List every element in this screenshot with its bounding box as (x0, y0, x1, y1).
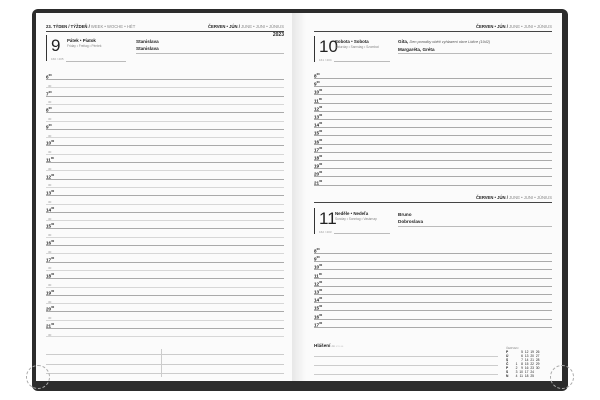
day-translations: Saturday • Samstag • Szombat (335, 45, 379, 49)
hour-line (314, 294, 552, 295)
half-hour-line (46, 204, 284, 205)
mini-calendar-day: 26 (535, 350, 540, 354)
half-hour-line (46, 237, 284, 238)
hour-line (314, 168, 552, 169)
name-underline (398, 226, 552, 227)
day-box-sunday (314, 208, 411, 234)
hour-label: $20^{00}$ (46, 305, 55, 312)
year-label: 2023 (272, 32, 284, 38)
hour-line (314, 253, 552, 254)
hour-line (314, 111, 552, 112)
hour-label: $13^{00}$ (314, 288, 323, 295)
mini-calendar-day: 28 (535, 358, 540, 362)
hour-label: $8^{00}$ (46, 106, 52, 113)
half-hour-label: 30 (48, 117, 52, 121)
hour-line (314, 269, 552, 270)
hour-label: $19^{00}$ (46, 288, 55, 296)
weekday-letter: N (506, 374, 509, 378)
fold-mark (550, 365, 574, 389)
hour-line (314, 261, 552, 262)
hour-label: $14^{00}$ (314, 121, 323, 128)
hour-line (314, 127, 552, 128)
name-underline (398, 53, 552, 54)
hour-line (314, 302, 552, 303)
mini-calendar-day: 30 (535, 366, 540, 370)
half-hour-line (46, 320, 284, 321)
mini-calendar-day: 1 (515, 362, 518, 366)
day-info: 161 / 204 (319, 58, 332, 62)
week-label: 23. TÝDEN / TÝŽDEŇ / (46, 24, 90, 29)
half-hour-label: 30 (48, 233, 52, 238)
hour-label: $14^{00}$ (314, 296, 323, 303)
hour-label: $10^{00}$ (46, 139, 55, 146)
left-page (36, 13, 292, 381)
day-underline (334, 233, 390, 234)
half-hour-line (46, 187, 284, 188)
day-translations: Friday • Freitag • Péntek (67, 44, 102, 48)
half-hour-label: 30 (48, 166, 52, 171)
day-number: 9 (51, 36, 61, 55)
mini-calendar-day: 6 (521, 354, 523, 358)
mini-calendar-day: 7 (521, 358, 523, 362)
spine (292, 13, 306, 381)
weekday-letter: S (506, 370, 509, 374)
mini-calendar-day: 12 (524, 350, 529, 354)
hour-line (314, 78, 552, 79)
name-day-cz: Gita, (398, 39, 409, 44)
day-translations: Sunday • Sonntag • Vasárnap (335, 217, 377, 221)
half-hour-line (46, 220, 284, 221)
half-hour-line (46, 121, 284, 122)
day-number: 10 (319, 37, 338, 56)
weekday-letter: P (506, 366, 509, 370)
mini-calendar-day: 8 (521, 362, 523, 366)
hour-label: $16^{00}$ (314, 312, 323, 320)
half-hour-label: 30 (48, 249, 52, 254)
hour-label: $7^{00}$ (46, 89, 52, 97)
half-hour-line (46, 270, 284, 271)
half-hour-line (46, 104, 284, 105)
hour-line (314, 278, 552, 279)
hour-label: $16^{00}$ (46, 239, 55, 246)
hour-label: $9^{00}$ (46, 122, 52, 130)
hour-label: $8^{00}$ (314, 72, 320, 79)
hour-line (46, 212, 284, 213)
day-underline (334, 61, 390, 62)
hour-label: $13^{00}$ (46, 189, 55, 196)
half-hour-line (46, 87, 284, 88)
hour-label: $15^{00}$ (314, 129, 323, 136)
hour-label: $20^{00}$ (314, 170, 323, 177)
mini-calendar-day: 3 (515, 370, 518, 374)
notes-line (314, 365, 498, 366)
notes-line (314, 374, 498, 375)
mini-calendar-day: 16 (524, 366, 529, 370)
mini-calendar-day: 11 (519, 374, 523, 378)
right-header (314, 23, 552, 32)
month-label-translations: JUNE • JUNI • JÚNIUS (241, 24, 284, 29)
mini-calendar-day: 27 (535, 354, 540, 358)
hour-label: $17^{00}$ (314, 320, 323, 328)
half-hour-label: 30 (48, 216, 52, 221)
half-hour-label: 30 (48, 266, 52, 271)
week-label-translations: WEEK • WOCHE • HÉT (90, 24, 136, 29)
column-divider (161, 349, 162, 377)
mini-calendar-day: 25 (530, 374, 534, 378)
hour-line (46, 262, 284, 263)
hour-label: $17^{00}$ (46, 255, 55, 263)
half-hour-line (46, 287, 284, 288)
notes-line (46, 373, 284, 374)
month-label-translations: JUNE • JUNI • JÚNIUS (509, 195, 552, 200)
hour-line (314, 185, 552, 186)
hour-label: $10^{00}$ (314, 263, 323, 270)
mini-calendar-day: 10 (519, 370, 523, 374)
mini-calendar-day: 14 (524, 358, 529, 362)
fold-mark (26, 365, 50, 389)
half-hour-line (46, 154, 284, 155)
hour-line (46, 112, 284, 113)
mini-calendar-day: 4 (515, 374, 518, 378)
notes-label (314, 343, 343, 348)
name-underline (136, 53, 284, 54)
half-hour-label: 30 (48, 299, 52, 304)
half-hour-label: 30 (48, 283, 52, 287)
mini-calendar-day: 5 (521, 350, 523, 354)
hour-label: $18^{00}$ (46, 272, 55, 279)
name-days (136, 38, 159, 52)
hour-line (46, 162, 284, 163)
name-days (398, 211, 423, 225)
weekday-letter: P (506, 350, 509, 354)
hour-line (46, 228, 284, 229)
name-day-sk: Dobroslava (398, 219, 424, 224)
hour-line (46, 295, 284, 296)
half-hour-line (46, 137, 284, 138)
mini-calendar-day: 9 (521, 366, 523, 370)
hour-line (46, 245, 284, 246)
mini-calendar-day: 29 (535, 362, 540, 366)
hour-line (46, 311, 284, 312)
mini-calendar-month: ČERVEN (506, 346, 519, 350)
mini-calendar-day: 13 (524, 354, 529, 358)
hour-line (314, 144, 552, 145)
day-name: Pátek • Piatok (67, 38, 96, 43)
notes-label-gray: dě • t • •• (331, 344, 344, 348)
hour-label: $16^{00}$ (314, 137, 323, 145)
day-box (46, 35, 143, 61)
hour-label: $6^{00}$ (46, 73, 52, 80)
mini-calendar-day: 21 (530, 358, 534, 362)
mini-calendar-day: 20 (530, 354, 534, 358)
hour-label: $13^{00}$ (314, 113, 323, 120)
hour-label: $15^{00}$ (314, 304, 323, 311)
hour-line (314, 103, 552, 104)
hour-label: $12^{00}$ (314, 104, 323, 112)
hour-label: $15^{00}$ (46, 222, 55, 229)
hour-line (314, 176, 552, 177)
mini-calendar-row (506, 374, 540, 378)
weekday-letter: Č (506, 362, 509, 366)
day-info: 160 / 205 (51, 57, 64, 61)
day-name: Sobota • Sobota (335, 39, 369, 44)
hour-line (314, 86, 552, 87)
left-header (46, 23, 284, 32)
day-info: 162 / 203 (319, 230, 332, 234)
hour-label: $12^{00}$ (46, 172, 55, 180)
name-day-sk: Margaréta, Gréta (398, 47, 435, 52)
mini-calendar-day: 17 (524, 370, 529, 374)
notes-line (46, 354, 284, 355)
weekday-letter: S (506, 358, 509, 362)
day-number: 11 (319, 209, 337, 228)
day-name: Neděle • Nedeľa (335, 211, 369, 216)
hour-line (46, 179, 284, 180)
mini-calendar-day: 22 (530, 362, 534, 366)
name-day-cz: Stanislava (136, 39, 159, 44)
half-hour-label: 30 (48, 150, 52, 155)
half-hour-label: 30 (48, 316, 52, 321)
hour-label: $19^{00}$ (314, 162, 323, 169)
half-hour-line (46, 170, 284, 171)
half-hour-label: 30 (48, 100, 52, 105)
hour-label: $8^{00}$ (314, 247, 320, 254)
hour-line (314, 119, 552, 120)
right-page (306, 13, 562, 381)
month-label-translations: JUNE • JUNI • JÚNIUS (509, 24, 552, 29)
mini-calendar (506, 346, 540, 378)
hour-line (46, 195, 284, 196)
half-hour-label: 30 (48, 183, 52, 188)
hour-label: $21^{00}$ (46, 322, 55, 329)
hour-line (46, 129, 284, 130)
hour-line (46, 278, 284, 279)
notes-line (314, 356, 498, 357)
second-header (314, 194, 552, 203)
hour-label: $11^{00}$ (46, 156, 54, 163)
hour-line (46, 328, 284, 329)
hour-label: $18^{00}$ (314, 154, 323, 161)
mini-calendar-day: 18 (524, 374, 529, 378)
hour-line (46, 79, 284, 80)
hour-line (314, 286, 552, 287)
hour-label: $12^{00}$ (314, 279, 323, 287)
half-hour-line (46, 336, 284, 337)
hour-label: $9^{00}$ (314, 255, 320, 262)
hour-label: $10^{00}$ (314, 88, 323, 95)
hour-label: $11^{00}$ (314, 271, 322, 279)
hour-line (314, 152, 552, 153)
mini-calendar-day: 2 (515, 366, 518, 370)
name-day-cz: Bruno (398, 212, 412, 217)
holiday-note: Den porodby obětí vyhlazení obce Lidice (1942) (409, 40, 491, 44)
hour-line (314, 135, 552, 136)
weekday-letter: Ú (506, 354, 509, 358)
half-hour-line (46, 253, 284, 254)
hour-line (46, 96, 284, 97)
mini-calendar-day: 15 (524, 362, 529, 366)
hour-line (314, 160, 552, 161)
hour-label: $11^{00}$ (314, 96, 322, 104)
mini-calendar-rows (506, 350, 540, 378)
hour-line (314, 94, 552, 95)
half-hour-label: 30 (48, 83, 52, 88)
hour-label: $9^{00}$ (314, 80, 320, 87)
notes-label-text: Hlášení (314, 343, 331, 348)
day-box-saturday (314, 36, 411, 62)
half-hour-label: 30 (48, 200, 52, 204)
mini-calendar-day: 23 (530, 366, 534, 370)
hour-label: $17^{00}$ (314, 145, 323, 153)
hour-line (314, 327, 552, 328)
month-label: ČERVEN • JÚN / (476, 195, 508, 200)
mini-calendar-day: 24 (530, 370, 534, 374)
half-hour-label: 30 (48, 332, 52, 337)
hour-line (46, 145, 284, 146)
notes-line (46, 364, 284, 365)
half-hour-label: 30 (48, 133, 52, 138)
month-label: ČERVEN • JÚN / (208, 24, 240, 29)
hour-label: $21^{00}$ (314, 178, 323, 186)
half-hour-line (46, 303, 284, 304)
hour-line (314, 310, 552, 311)
day-underline (66, 61, 126, 62)
hour-line (314, 319, 552, 320)
name-day-sk: Stanislava (136, 46, 159, 51)
mini-calendar-day: 19 (530, 350, 534, 354)
hour-label: $14^{00}$ (46, 205, 55, 213)
name-days (398, 38, 490, 53)
month-label: ČERVEN • JÚN / (476, 24, 508, 29)
